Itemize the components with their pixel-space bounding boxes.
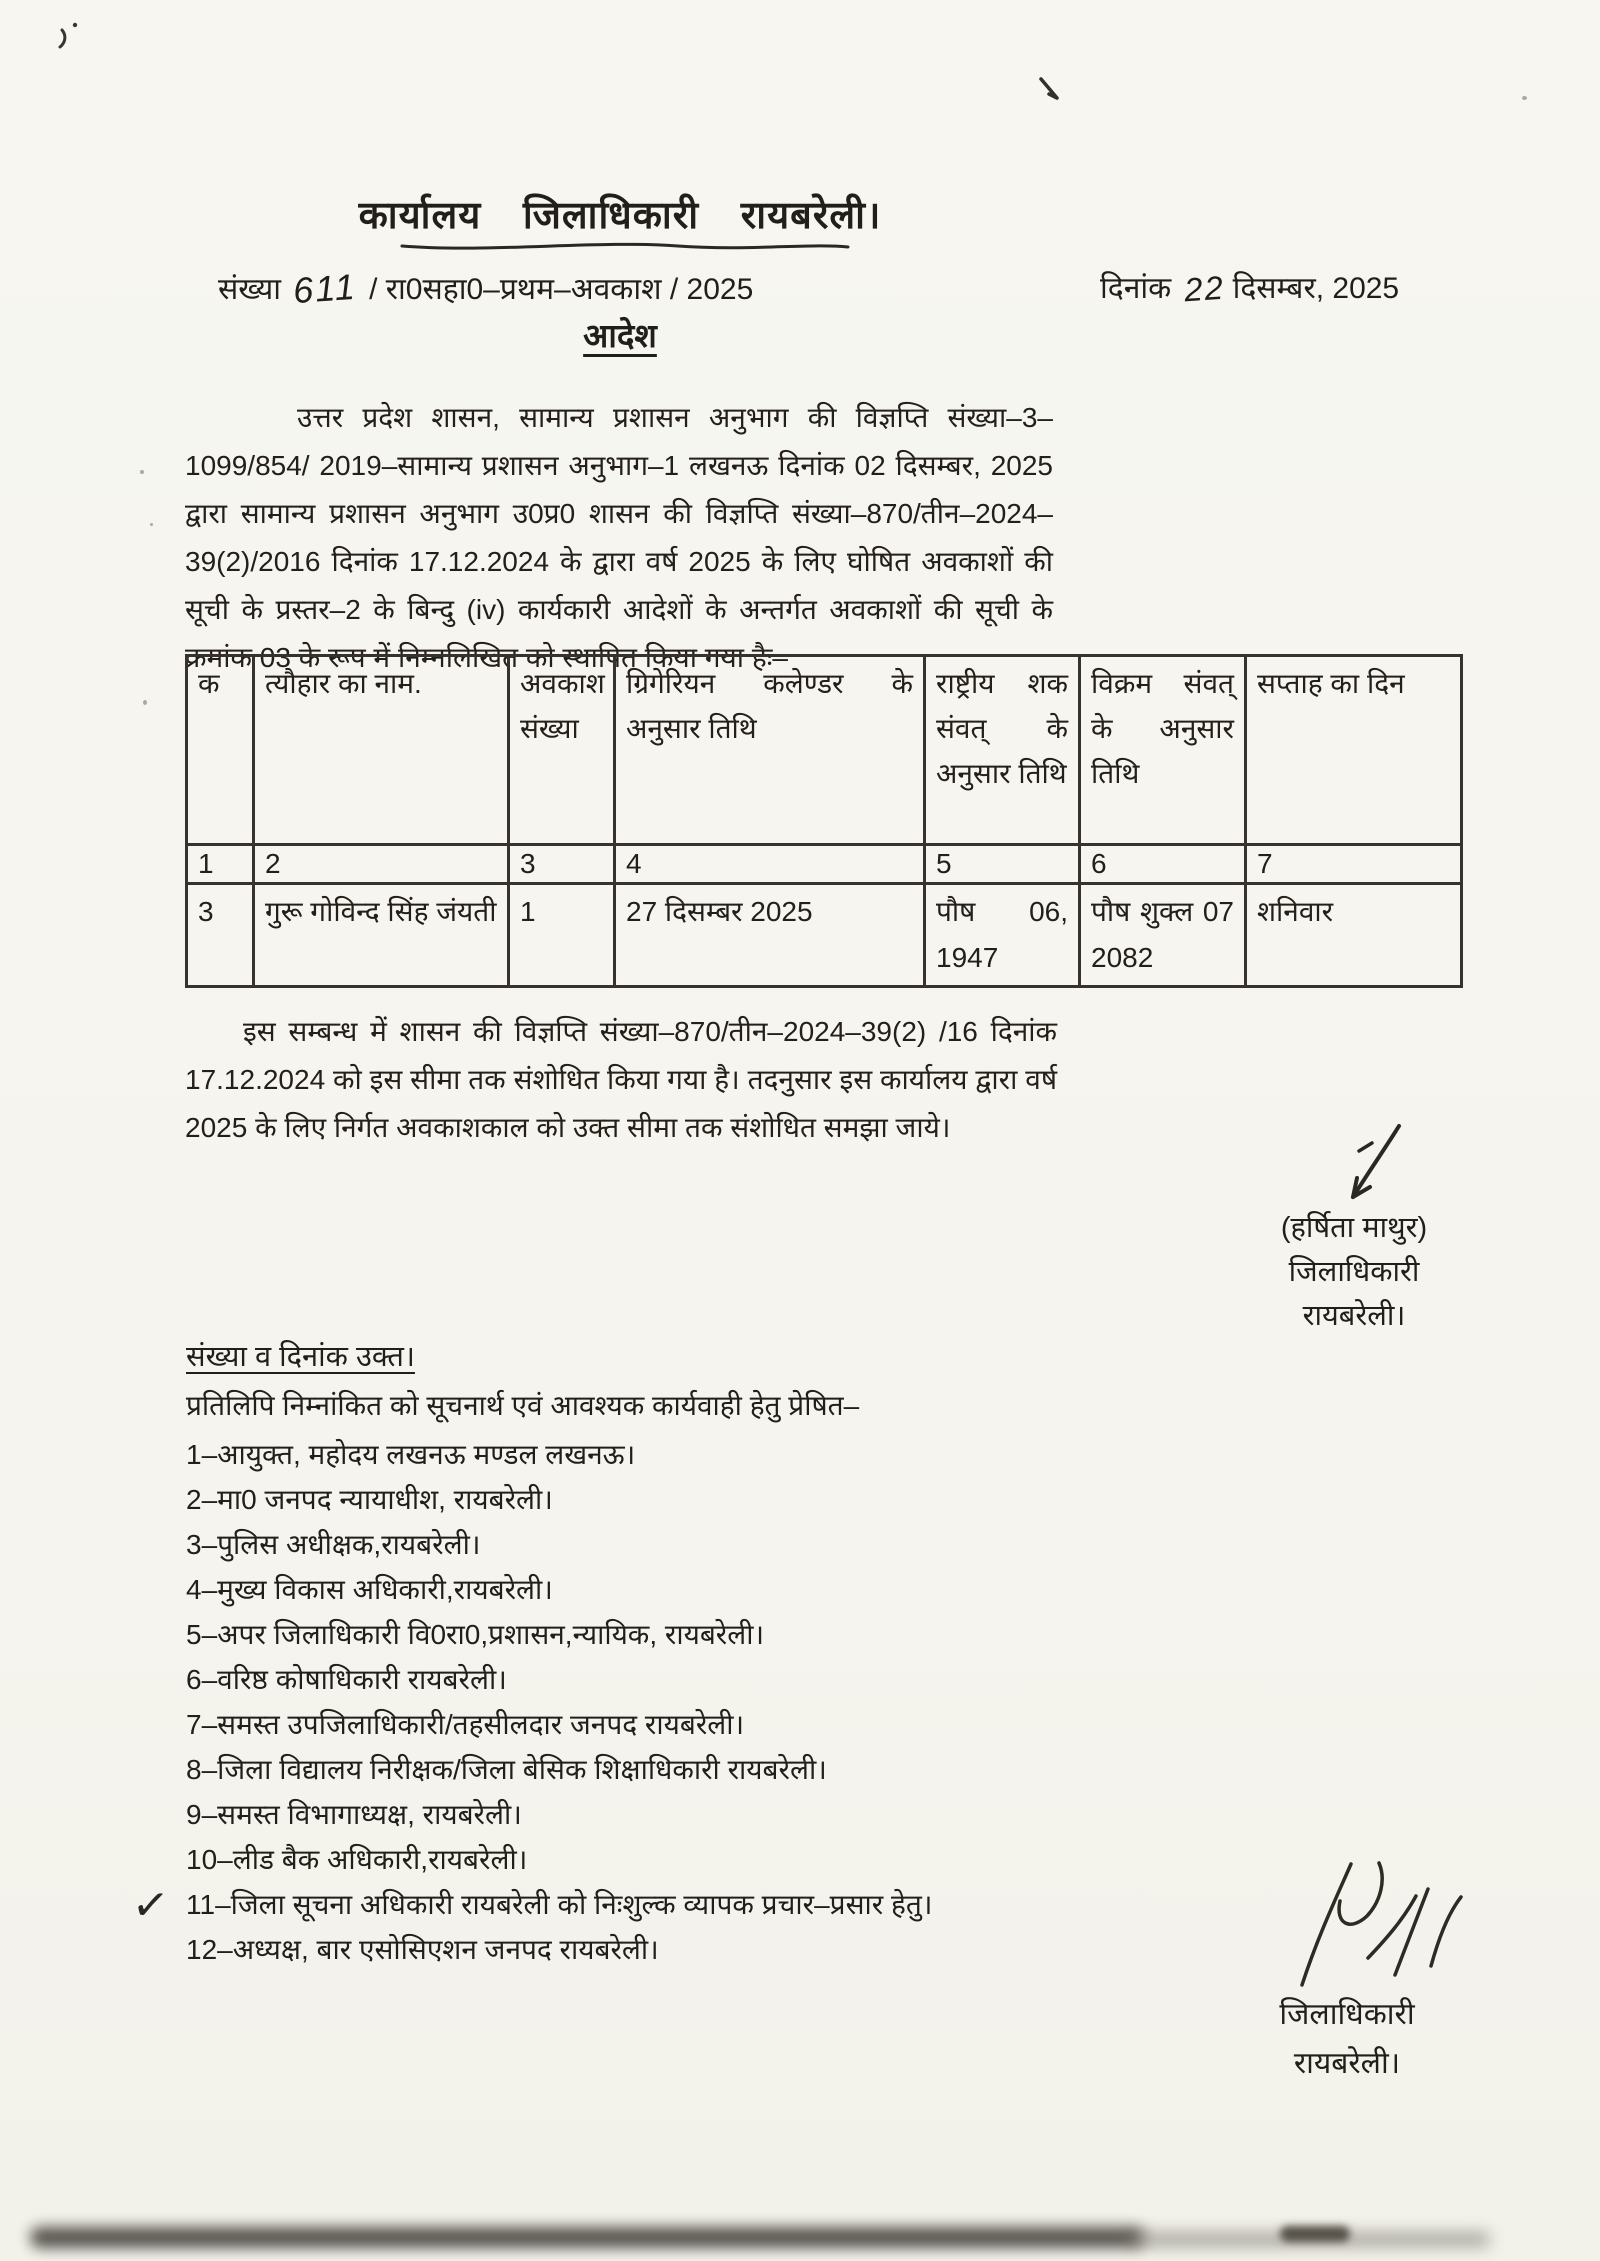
scan-speckle — [150, 523, 153, 526]
table-cell: पौष 06, 1947 — [925, 884, 1080, 987]
distribution-list-item: 8–जिला विद्यालय निरीक्षक/जिला बेसिक शिक्षाधिकारी रायबरेली। — [186, 1754, 827, 1785]
distribution-list — [186, 1432, 932, 1972]
scan-speckle — [140, 470, 144, 474]
distribution-list-item: 9–समस्त विभागाध्यक्ष, रायबरेली। — [186, 1799, 522, 1830]
table-cell: 27 दिसम्बर 2025 — [615, 884, 925, 987]
holiday-table — [185, 654, 1463, 988]
distribution-list-item: 5–अपर जिलाधिकारी वि0रा0,प्रशासन,न्यायिक, रायबरेली। — [186, 1619, 765, 1650]
handwritten-ref-number: 611 — [292, 265, 359, 312]
order-heading: आदेश — [583, 317, 657, 354]
table-header-cell: ग्रिगेरियन कलेण्डर के अनुसार तिथि — [615, 656, 925, 845]
distribution-list-item: 12–अध्यक्ष, बार एसोसिएशन जनपद रायबरेली। — [186, 1934, 659, 1965]
column-index-cell: 1 — [187, 845, 254, 884]
signatory-place: रायबरेली। — [1302, 1300, 1406, 1332]
signature-scribble-annotation — [1302, 1863, 1461, 1985]
table-row — [187, 884, 1462, 987]
ref-label: संख्या — [218, 273, 281, 306]
scan-speckle — [1522, 96, 1527, 100]
order-paragraph-2: इस सम्बन्ध में शासन की विज्ञप्ति संख्या–870/तीन–2024–39(2) /16 दिनांक 17.12.2024 को इस सीमा तक संशोधित किया गया है। तदनुसार इस कार्यालय द्वारा वर्ष 2025 के लिए निर्गत अवकाशकाल को उक्त सीमा तक संशोधित समझा जाये। — [185, 1016, 1057, 1143]
pen-dot-top-left — [73, 23, 77, 27]
table-cell: 1 — [509, 884, 615, 987]
table-body — [187, 884, 1462, 987]
distribution-list-item: 11–जिला सूचना अधिकारी रायबरेली को निःशुल्क व्यापक प्रचार–प्रसार हेतु। — [186, 1889, 933, 1920]
column-index-row — [187, 845, 1462, 884]
table-header-row — [187, 656, 1462, 845]
table-cell: पौष शुक्ल 07 2082 — [1080, 884, 1246, 987]
distribution-ref-note: संख्या व दिनांक उक्त। — [186, 1341, 415, 1373]
date-label: दिनांक — [1100, 272, 1172, 305]
ref-rest: / रा0सहा0–प्रथम–अवकाश / 2025 — [369, 273, 754, 306]
bottom-signature-block — [1238, 1990, 1456, 2088]
distribution-list-item: 6–वरिष्ठ कोषाधिकारी रायबरेली। — [186, 1664, 507, 1695]
table-header-cell: सप्ताह का दिन — [1246, 656, 1462, 845]
column-index-cell: 3 — [509, 845, 615, 884]
signatory-designation: जिलाधिकारी — [1288, 1256, 1420, 1288]
distribution-list-item: 7–समस्त उपजिलाधिकारी/तहसीलदार जनपद रायबरेली। — [186, 1709, 745, 1740]
signature-block — [1250, 1206, 1458, 1338]
column-index-cell: 4 — [615, 845, 925, 884]
table-cell: गुरू गोविन्द सिंह जंयती — [254, 884, 509, 987]
distribution-list-item: 3–पुलिस अधीक्षक,रायबरेली। — [186, 1529, 481, 1560]
reference-number-line — [218, 265, 754, 312]
scan-shadow-band — [30, 2227, 1145, 2248]
distribution-list-item: 4–मुख्य विकास अधिकारी,रायबरेली। — [186, 1574, 553, 1605]
date-line — [1100, 266, 1399, 307]
table-header-cell: क — [187, 656, 254, 845]
column-index-cell: 7 — [1246, 845, 1462, 884]
handwritten-date-day: 22 — [1182, 268, 1226, 309]
distribution-list-item: 1–आयुक्त, महोदय लखनऊ मण्डल लखनऊ। — [186, 1439, 636, 1470]
title-underline-stroke — [398, 238, 852, 254]
pen-arrow-annotation — [1353, 1126, 1399, 1197]
bottom-signatory-designation: जिलाधिकारी — [1279, 1998, 1415, 2031]
distribution-list-item: 2–मा0 जनपद न्यायाधीश, रायबरेली। — [186, 1484, 553, 1515]
checkmark-annotation: ✓ — [129, 1879, 172, 1932]
table-header-cell: अवकाश संख्या — [509, 656, 615, 845]
distribution-list-item: 10–लीड बैक अधिकारी,रायबरेली। — [186, 1844, 528, 1875]
pen-mark-top-right — [1041, 79, 1057, 98]
pen-mark-top-left — [60, 30, 65, 47]
column-index-cell: 2 — [254, 845, 509, 884]
date-rest: दिसम्बर, 2025 — [1232, 272, 1400, 305]
column-index-cell: 6 — [1080, 845, 1246, 884]
table-header-cell: त्यौहार का नाम. — [254, 656, 509, 845]
table-header-cell: विक्रम संवत् के अनुसार तिथि — [1080, 656, 1246, 845]
table-header-cell: राष्ट्रीय शक संवत् के अनुसार तिथि — [925, 656, 1080, 845]
column-index-cell: 5 — [925, 845, 1080, 884]
table-cell: 3 — [187, 884, 254, 987]
signatory-name: (हर्षिता माथुर) — [1280, 1212, 1428, 1244]
scan-shadow-blob — [1280, 2226, 1350, 2242]
office-title: कार्यालय जिलाधिकारी रायबरेली। — [358, 195, 882, 237]
table-cell: शनिवार — [1246, 884, 1462, 987]
scan-speckle — [143, 700, 147, 705]
bottom-signatory-place: रायबरेली। — [1293, 2047, 1401, 2080]
distribution-intro: प्रतिलिपि निम्नांकित को सूचनार्थ एवं आवश्यक कार्यवाही हेतु प्रेषित– — [186, 1390, 860, 1421]
order-paragraph-1: उत्तर प्रदेश शासन, सामान्य प्रशासन अनुभाग की विज्ञप्ति संख्या–3–1099/854/ 2019–सामान्य प्रशासन अनुभाग–1 लखनऊ दिनांक 02 दिसम्बर, 2025 द्वारा सामान्य प्रशासन अनुभाग उ0प्र0 शासन की विज्ञप्ति संख्या–870/तीन–2024–39(2)/2016 दिनांक 17.12.2024 के द्वारा वर्ष 2025 के लिए घोषित अवकाशों की सूची के प्रस्तर–2 के बिन्दु (iv) कार्यकारी आदेशों के अन्तर्गत अवकाशों की सूची के क्रमांक 03 के रूप में निम्नलिखित को स्थापित किया गया हैः– — [185, 402, 1053, 673]
